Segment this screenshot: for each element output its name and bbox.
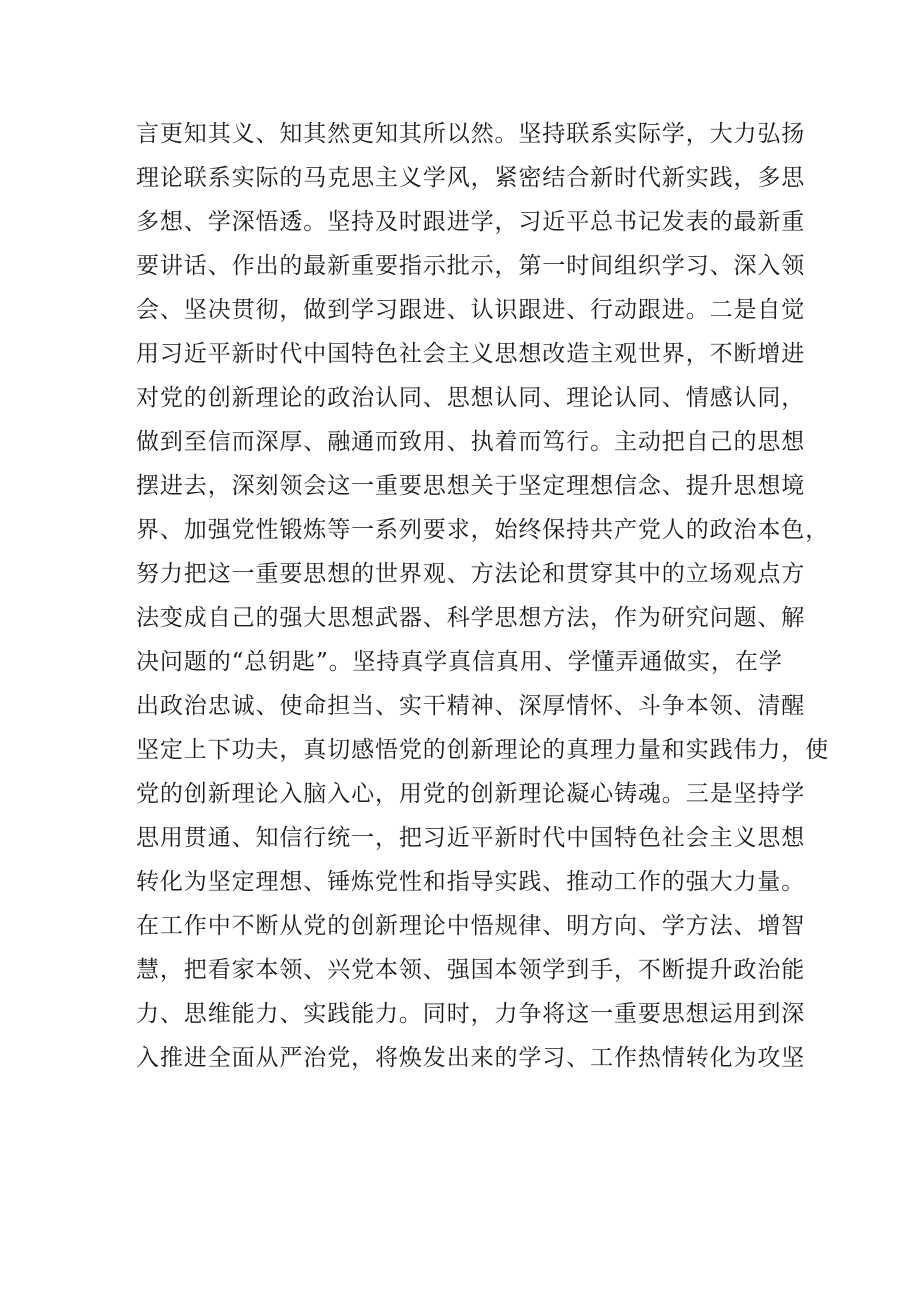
text-line: 法变成自己的强大思想武器、科学思想方法，作为研究问题、解 xyxy=(136,605,806,631)
text-line: 对党的创新理论的政治认同、思想认同、理论认同、情感认同， xyxy=(136,385,806,411)
text-line: 决问题的“总钥匙”。坚持真学真信真用、学懂弄通做实，在学 xyxy=(136,649,783,675)
body-paragraph xyxy=(136,112,830,1080)
text-line: 要讲话、作出的最新重要指示批示，第一时间组织学习、深入领 xyxy=(136,253,806,279)
text-line: 界、加强党性锻炼等一系列要求，始终保持共产党人的政治本色， xyxy=(136,517,830,543)
text-line: 坚定上下功夫，真切感悟党的创新理论的真理力量和实践伟力，使 xyxy=(136,737,830,763)
text-line: 党的创新理论入脑入心，用党的创新理论凝心铸魂。三是坚持学 xyxy=(136,781,806,807)
text-line: 摆进去，深刻领会这一重要思想关于坚定理想信念、提升思想境 xyxy=(136,473,806,499)
text-line: 会、坚决贯彻，做到学习跟进、认识跟进、行动跟进。二是自觉 xyxy=(136,297,806,323)
text-line: 言更知其义、知其然更知其所以然。坚持联系实际学，大力弘扬 xyxy=(136,121,806,147)
text-line: 慧，把看家本领、兴党本领、强国本领学到手，不断提升政治能 xyxy=(136,957,806,983)
text-line: 力、思维能力、实践能力。同时，力争将这一重要思想运用到深 xyxy=(136,1001,806,1027)
text-line: 思用贯通、知信行统一，把习近平新时代中国特色社会主义思想 xyxy=(136,825,806,851)
text-line: 转化为坚定理想、锤炼党性和指导实践、推动工作的强大力量。 xyxy=(136,869,806,895)
text-line: 做到至信而深厚、融通而致用、执着而笃行。主动把自己的思想 xyxy=(136,429,806,455)
text-line: 在工作中不断从党的创新理论中悟规律、明方向、学方法、增智 xyxy=(136,913,806,939)
text-line: 多想、学深悟透。坚持及时跟进学，习近平总书记发表的最新重 xyxy=(136,209,806,235)
text-line: 出政治忠诚、使命担当、实干精神、深厚情怀、斗争本领、清醒 xyxy=(136,693,806,719)
text-line: 用习近平新时代中国特色社会主义思想改造主观世界，不断增进 xyxy=(136,341,806,367)
text-line: 理论联系实际的马克思主义学风，紧密结合新时代新实践，多思 xyxy=(136,165,806,191)
text-line: 入推进全面从严治党，将焕发出来的学习、工作热情转化为攻坚 xyxy=(136,1045,806,1071)
text-line: 努力把这一重要思想的世界观、方法论和贯穿其中的立场观点方 xyxy=(136,561,806,587)
